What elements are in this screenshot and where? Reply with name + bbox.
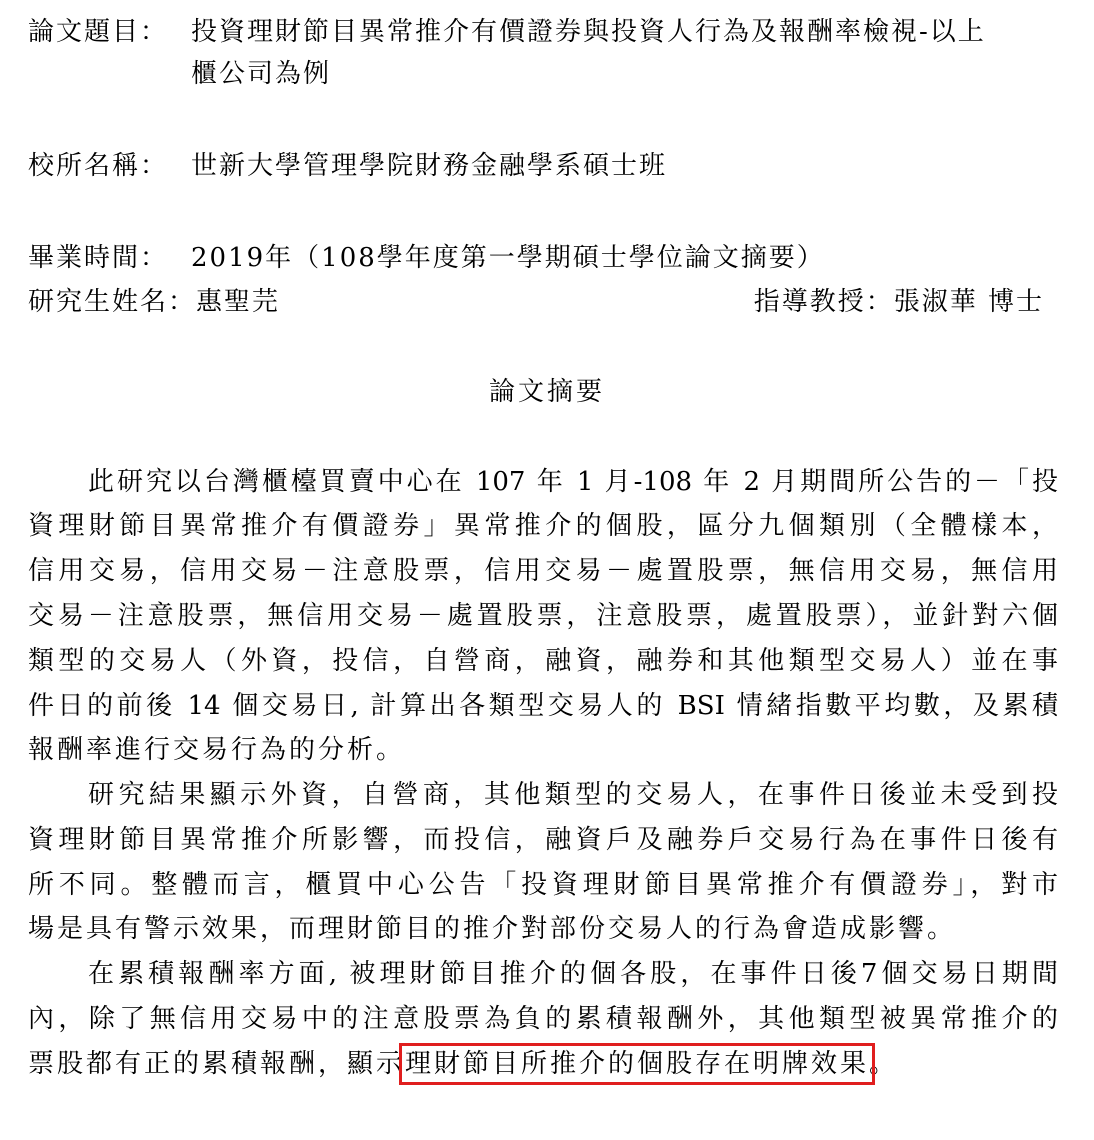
paragraph-2-line: 資理財節目異常推介所影響，而投信，融資戶及融券戶交易行為在事件日後有 xyxy=(28,825,1058,855)
advisor-label: 指導教授： xyxy=(753,287,894,317)
school-row xyxy=(28,146,190,186)
paragraph-2-line: 研究結果顯示外資，自營商，其他類型的交易人，在事件日後並未受到投 xyxy=(88,780,1058,810)
paragraph-3-line: 在累積報酬率方面, 被理財節目推介的個各股，在事件日後7個交易日期間 xyxy=(88,959,1058,989)
paragraph-3-period: 。 xyxy=(869,1049,899,1079)
paragraph-1-line: 信用交易，信用交易－注意股票，信用交易－處置股票，無信用交易，無信用 xyxy=(28,556,1058,586)
abstract-heading: 論文摘要 xyxy=(488,377,605,407)
paragraph-1-line: 交易－注意股票，無信用交易－處置股票，注意股票，處置股票），並針對六個 xyxy=(28,601,1058,631)
school-name: 世新大學管理學院財務金融學系碩士班 xyxy=(191,151,668,181)
paragraph-3-text: 票股都有正的累積報酬，顯示 xyxy=(28,1049,406,1079)
thesis-title-label: 論文題目： xyxy=(28,17,169,47)
paragraph-1-line: 報酬率進行交易行為的分析。 xyxy=(28,735,406,765)
paragraph-2-line: 所不同。整體而言，櫃買中心公告「投資理財節目異常推介有價證券」，對市 xyxy=(28,870,1058,900)
student-name: 惠聖芫 xyxy=(196,287,281,317)
paragraph-1-line: 件日的前後 14 個交易日, 計算出各類型交易人的 BSI 情緒指數平均數，及累積 xyxy=(28,691,1058,721)
thesis-title-row xyxy=(28,12,190,52)
graduation-label: 畢業時間： xyxy=(28,243,169,273)
student-label: 研究生姓名： xyxy=(28,287,197,317)
paragraph-3-last-line xyxy=(28,1044,1058,1084)
paragraph-2-line: 場是具有警示效果，而理財節目的推介對部份交易人的行為會造成影響。 xyxy=(28,914,957,944)
school-label: 校所名稱： xyxy=(28,151,169,181)
student-row xyxy=(28,282,280,322)
graduation-row xyxy=(28,238,190,278)
paragraph-1-line: 資理財節目異常推介有價證券」異常推介的個股，區分九個類別（全體樣本， xyxy=(28,511,1058,541)
highlighted-conclusion: 理財節目所推介的個股存在明牌效果 xyxy=(405,1049,870,1079)
advisor-row xyxy=(754,282,1044,322)
advisor-name: 張淑華 博士 xyxy=(893,287,1044,317)
thesis-title-line-1: 投資理財節目異常推介有價證券與投資人行為及報酬率檢視-以上 xyxy=(191,17,986,47)
thesis-title-line-2: 櫃公司為例 xyxy=(191,59,332,89)
paragraph-3-line: 內，除了無信用交易中的注意股票為負的累積報酬外，其他類型被異常推介的 xyxy=(28,1004,1058,1034)
graduation-date: 2019年（108學年度第一學期碩士學位論文摘要） xyxy=(191,243,825,273)
paragraph-1-line: 此研究以台灣櫃檯買賣中心在 107 年 1 月-108 年 2 月期間所公告的－「投 xyxy=(88,467,1058,497)
paragraph-1-line: 類型的交易人（外資，投信，自營商，融資，融券和其他類型交易人）並在事 xyxy=(28,646,1058,676)
